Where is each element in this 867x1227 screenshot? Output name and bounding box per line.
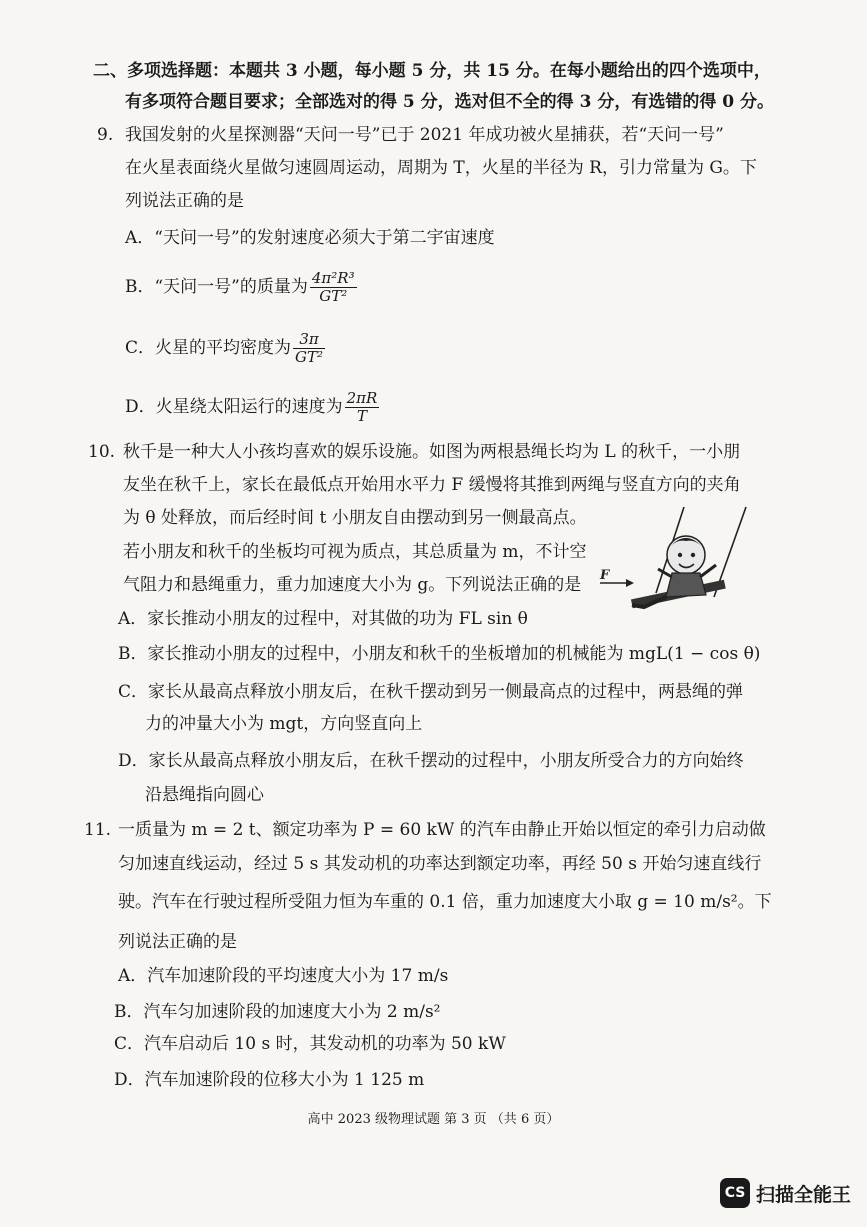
child-arm-right bbox=[700, 565, 716, 577]
q10-option-c-line-2: 力的冲量大小为 mgt，方向竖直向上 bbox=[145, 714, 423, 734]
q11-option-a: A．汽车加速阶段的平均速度大小为 17 m/s bbox=[118, 966, 449, 986]
q11-stem-1: 一质量为 m = 2 t、额定功率为 P = 60 kW 的汽车由静止开始以恒定的牵引力启动做 bbox=[118, 820, 766, 840]
q11-stem-4: 列说法正确的是 bbox=[118, 932, 237, 952]
q11-option-c: C．汽车启动后 10 s 时，其发动机的功率为 50 kW bbox=[114, 1034, 506, 1054]
q10-option-d-line-2: 沿悬绳指向圆心 bbox=[145, 785, 264, 805]
scanner-watermark-text: 扫描全能王 bbox=[756, 1183, 852, 1206]
q10-option-c-line-1: C．家长从最高点释放小朋友后，在秋千摆动到另一侧最高点的过程中，两悬绳的弹 bbox=[118, 682, 744, 702]
section-header-line-2: 有多项符合题目要求；全部选对的得 5 分，选对但不全的得 3 分，有选错的得 0 分。 bbox=[125, 92, 774, 112]
q11-option-d: D．汽车加速阶段的位移大小为 1 125 m bbox=[114, 1070, 425, 1090]
child-eye-left bbox=[678, 553, 682, 557]
q9-number: 9. bbox=[97, 125, 114, 145]
q9-stem-1: 我国发射的火星探测器“天问一号”已于 2021 年成功被火星捕获，若“天问一号” bbox=[125, 125, 724, 145]
q9-option-b-denominator: GT² bbox=[319, 287, 348, 305]
q9-option-b-fraction bbox=[310, 270, 357, 305]
section-header-line-1: 二、多项选择题：本题共 3 小题，每小题 5 分，共 15 分。在每小题给出的四个选项中， bbox=[93, 61, 771, 81]
scanner-watermark bbox=[720, 1178, 851, 1208]
q9-option-c-fraction bbox=[293, 331, 325, 366]
q9-option-a: A．“天问一号”的发射速度必须大于第二宇宙速度 bbox=[125, 228, 495, 248]
q10-stem-5: 气阻力和悬绳重力，重力加速度大小为 g。下列说法正确的是 bbox=[123, 575, 582, 595]
q9-option-b-numerator: 4π²R³ bbox=[311, 269, 355, 287]
force-arrow-head bbox=[626, 579, 634, 587]
q9-option-d-fraction bbox=[345, 390, 380, 425]
child-arm-left bbox=[658, 569, 672, 577]
q9-option-c-numerator: 3π bbox=[293, 331, 325, 349]
q9-option-c bbox=[125, 331, 327, 366]
child-eye-right bbox=[691, 553, 695, 557]
q9-option-d-numerator: 2πR bbox=[346, 389, 378, 407]
q10-stem-4: 若小朋友和秋千的坐板均可视为质点，其总质量为 m，不计空 bbox=[123, 542, 587, 562]
q11-option-b: B．汽车匀加速阶段的加速度大小为 2 m/s² bbox=[114, 1002, 441, 1022]
q9-option-c-denominator: GT² bbox=[295, 348, 324, 366]
q9-stem-2: 在火星表面绕火星做匀速圆周运动，周期为 T，火星的半径为 R，引力常量为 G。下 bbox=[125, 158, 757, 178]
q10-stem-1: 秋千是一种大人小孩均喜欢的娱乐设施。如图为两根悬绳长均为 L 的秋千，一小朋 bbox=[123, 442, 741, 462]
force-label: F bbox=[600, 568, 610, 583]
page-footer: 高中 2023 级物理试题 第 3 页 （共 6 页） bbox=[307, 1112, 560, 1127]
q11-stem-2: 匀加速直线运动，经过 5 s 其发动机的功率达到额定功率，再经 50 s 开始匀速直线行 bbox=[118, 854, 762, 874]
q11-number: 11. bbox=[84, 820, 112, 840]
q9-option-d bbox=[125, 390, 381, 425]
camscanner-logo-icon: CS bbox=[720, 1178, 750, 1208]
swing-figure bbox=[596, 505, 771, 625]
q9-option-b-text: B．“天问一号”的质量为 bbox=[125, 277, 308, 297]
q10-stem-3: 为 θ 处释放，而后经时间 t 小朋友自由摆动到另一侧最高点。 bbox=[123, 508, 587, 528]
q9-option-d-text: D．火星绕太阳运行的速度为 bbox=[125, 397, 343, 417]
q9-option-b bbox=[125, 270, 359, 305]
q10-option-b: B．家长推动小朋友的过程中，小朋友和秋千的坐板增加的机械能为 mgL(1 − cos θ) bbox=[118, 644, 761, 664]
q9-option-d-denominator: T bbox=[356, 407, 367, 425]
q11-stem-3: 驶。汽车在行驶过程所受阻力恒为车重的 0.1 倍，重力加速度大小取 g = 10 m/s²。下 bbox=[118, 892, 772, 912]
q10-option-a: A．家长推动小朋友的过程中，对其做的功为 FL sin θ bbox=[118, 609, 528, 629]
q9-stem-3: 列说法正确的是 bbox=[125, 191, 244, 211]
q10-number: 10. bbox=[88, 442, 116, 462]
q9-option-c-text: C．火星的平均密度为 bbox=[125, 338, 292, 358]
q10-option-d-line-1: D．家长从最高点释放小朋友后，在秋千摆动的过程中，小朋友所受合力的方向始终 bbox=[118, 751, 744, 771]
q10-stem-2: 友坐在秋千上，家长在最低点开始用水平力 F 缓慢将其推到两绳与竖直方向的夹角 bbox=[123, 475, 741, 495]
